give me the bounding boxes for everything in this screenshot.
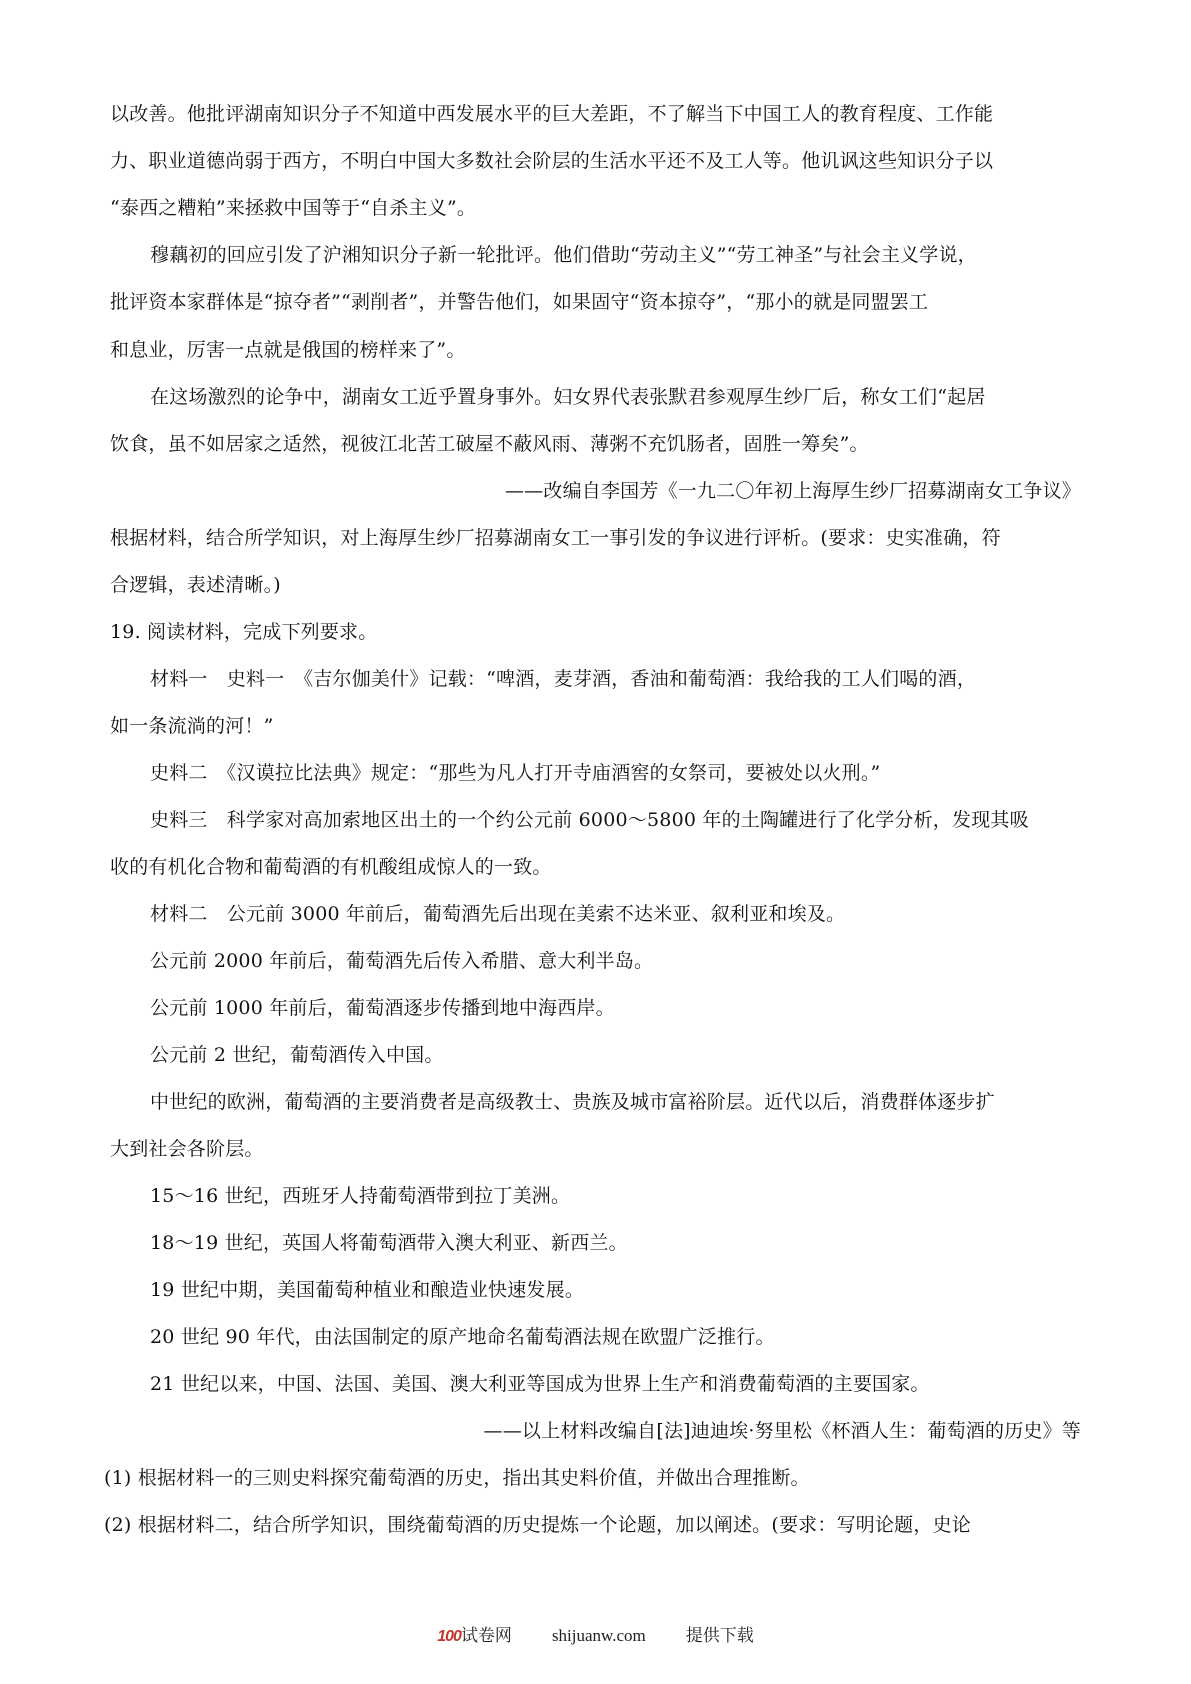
text-line: 15～16 世纪，西班牙人持葡萄酒带到拉丁美洲。 <box>150 1185 571 1207</box>
text-line: ——改编自李国芳《一九二〇年初上海厚生纱厂招募湖南女工争议》 <box>504 480 1081 502</box>
text-line: 穆藕初的回应引发了沪湘知识分子新一轮批评。他们借助“劳动主义”“劳工神圣”与社会主义学说， <box>150 244 977 266</box>
text-line: 材料二 公元前 3000 年前后，葡萄酒先后出现在美索不达米亚、叙利亚和埃及。 <box>150 903 846 925</box>
text-line: 19 世纪中期，美国葡萄种植业和酿造业快速发展。 <box>150 1279 585 1301</box>
text-line: 在这场激烈的论争中，湖南女工近乎置身事外。妇女界代表张默君参观厚生纱厂后，称女工们“起居 <box>150 386 986 408</box>
text-line: ——以上材料改编自[法]迪迪埃·努里松《杯酒人生：葡萄酒的历史》等 <box>483 1420 1081 1442</box>
text-line: 20 世纪 90 年代，由法国制定的原产地命名葡萄酒法规在欧盟广泛推行。 <box>150 1326 775 1348</box>
text-line: 和息业，厉害一点就是俄国的榜样来了”。 <box>110 339 466 361</box>
text-line: 如一条流淌的河！” <box>110 715 274 737</box>
text-line: 收的有机化合物和葡萄酒的有机酸组成惊人的一致。 <box>110 856 552 878</box>
text-line: 饮食，虽不如居家之适然，视彼江北苦工破屋不蔽风雨、薄粥不充饥肠者，固胜一筹矣”。 <box>110 433 869 455</box>
text-line: 以改善。他批评湖南知识分子不知道中西发展水平的巨大差距，不了解当下中国工人的教育程度、工作能 <box>110 103 994 125</box>
text-line: 中世纪的欧洲，葡萄酒的主要消费者是高级教士、贵族及城市富裕阶层。近代以后，消费群体逐步扩 <box>150 1091 995 1113</box>
text-line: 力、职业道德尚弱于西方，不明白中国大多数社会阶层的生活水平还不及工人等。他讥讽这些知识分子以 <box>110 150 994 172</box>
text-line: 史料三 科学家对高加索地区出土的一个约公元前 6000～5800 年的土陶罐进行了化学分析，发现其吸 <box>150 809 1029 831</box>
site-logo: 100 <box>437 1628 461 1645</box>
text-line: 21 世纪以来，中国、法国、美国、澳大利亚等国成为世界上生产和消费葡萄酒的主要国家。 <box>150 1373 930 1395</box>
text-line: 合逻辑，表述清晰。) <box>110 574 281 596</box>
text-line: (2) 根据材料二，结合所学知识，围绕葡萄酒的历史提炼一个论题，加以阐述。(要求：写明论题，史论 <box>104 1514 971 1536</box>
text-line: 公元前 2000 年前后，葡萄酒先后传入希腊、意大利半岛。 <box>150 950 654 972</box>
text-line: 18～19 世纪，英国人将葡萄酒带入澳大利亚、新西兰。 <box>150 1232 628 1254</box>
text-line: 大到社会各阶层。 <box>110 1138 264 1160</box>
text-line: 根据材料，结合所学知识，对上海厚生纱厂招募湖南女工一事引发的争议进行评析。(要求：史实准确，符 <box>110 527 1001 549</box>
text-line: 史料二 《汉谟拉比法典》规定：“那些为凡人打开寺庙酒窖的女祭司，要被处以火刑。” <box>150 762 881 784</box>
text-line: “泰西之糟粕”来拯救中国等于“自杀主义”。 <box>110 197 477 219</box>
text-line: (1) 根据材料一的三则史料探究葡萄酒的历史，指出其史料价值，并做出合理推断。 <box>104 1467 810 1489</box>
download-note: 提供下载 <box>685 1626 754 1645</box>
text-line: 材料一 史料一 《吉尔伽美什》记载：“啤酒，麦芽酒，香油和葡萄酒：我给我的工人们喝的酒， <box>150 668 977 690</box>
page-footer <box>0 1624 1191 1649</box>
site-name: 试卷网 <box>460 1626 512 1645</box>
text-line: 19. 阅读材料，完成下列要求。 <box>110 621 378 643</box>
site-url[interactable]: shijuanw.com <box>551 1626 646 1645</box>
text-line: 公元前 2 世纪，葡萄酒传入中国。 <box>150 1044 444 1066</box>
text-line: 批评资本家群体是“掠夺者”“剥削者”，并警告他们，如果固守“资本掠夺”，“那小的就是同盟罢工 <box>110 291 929 313</box>
text-line: 公元前 1000 年前后，葡萄酒逐步传播到地中海西岸。 <box>150 997 615 1019</box>
